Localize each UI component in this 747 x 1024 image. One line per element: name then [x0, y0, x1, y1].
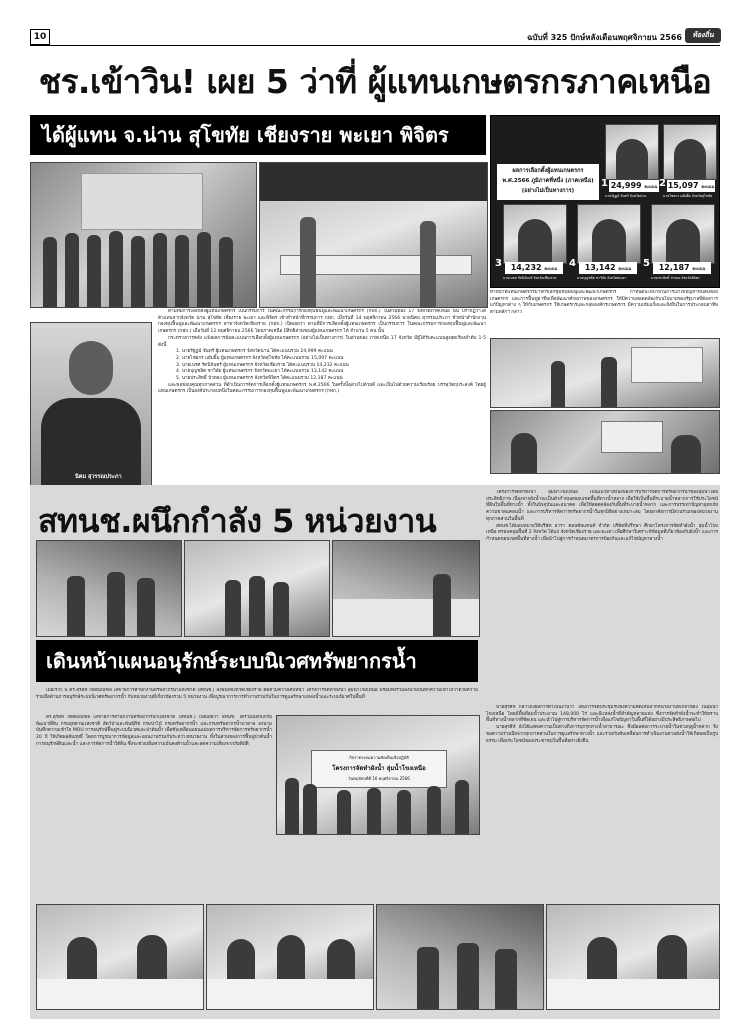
person-figure: [107, 572, 125, 636]
person-figure: [511, 433, 537, 473]
candidate-caption-2: นายไชยกร แย้มยิ้ม จังหวัดสุโขทัย: [663, 194, 713, 198]
story1-body-intro2: กระทรวงการคลัง แจ้งผลการนับคะแนนการเลือกตั้งผู้แทนเกษตรกร (อย่างไม่เป็นทางการ) ในส่วนของ ภาคเหนือ 17 จังหวัด มีผู้ได้รับคะแนนสูงสุดเรียงลำดับ 1-5 ดังนี้: [158, 335, 486, 348]
votes-value: 14,232: [510, 263, 542, 272]
votes-value: 13,142: [584, 263, 616, 272]
person-figure: [153, 233, 167, 307]
page-number: 10: [30, 29, 50, 45]
results-title-line2: พ.ศ.2566 ภูมิภาคที่หนึ่ง (ภาคเหนือ): [502, 178, 594, 184]
banner-line1: ภิปรายระดมความคิดเห็นเชิงปฏิบัติ: [349, 755, 409, 760]
logo-text: ท้องถิ่น: [692, 31, 714, 39]
story2-right-p4: นายสุรสีห์ ยังได้แสดงความเป็นห่วงถึงการบุกรุกทางน้ำสาธารณะ ซึ่งมีผลต่อการระบายน้ำในช่วงฤดูน้ำหลาก จึงขอความร่วมมือจากทุกภาคส่วนในการดูแลรักษาทางน้ำ และร่วมกันขับเคลื่อนการดำเนินงานตามผังน้ำให้เกิดผลเป็นรูปธรรม เพื่อประโยชน์ของประชาชนในพื้นที่อย่างยั่งยืน: [486, 725, 718, 744]
list-item: 3. นายเนรศ รัตนิจันทร์ ผู้แทนเกษตรกร จังหวัดเชียงราย ได้คะแนนรวม 14,232 คะแนน: [176, 362, 349, 368]
photo-vote-counting: [490, 338, 720, 408]
story2-right-column-2: [486, 705, 718, 900]
candidate-rank-2: 2: [659, 178, 666, 189]
person-figure: [67, 937, 97, 979]
story2-body-p2: ดร.สุรสีห์ กิตติมณฑล เลขาธิการสำนักงานทรัพยากรน้ำแห่งชาติ (สทนช.) เปิดเผยว่า สทนช. ได้ร่วมมือกับกรมพัฒนาที่ดิน กรมอุทยานแห่งชาติ สัตว์ป่าและพันธุ์พืช กรมป่าไม้ กรมทรัพยากรน้ำ และกรมทรัพยากรน้ำบาดาล ลงนามบันทึกความเข้าใจ MOU การอนุรักษ์ฟื้นฟูระบบนิเวศและป่าต้นน้ำ เพื่อขับเคลื่อนแผนแม่บทการบริหารจัดการทรัพยากรน้ำ 20 ปี ให้เกิดผลสัมฤทธิ์ โดยการบูรณาการข้อมูลและแผนงานร่วมกันระหว่างหน่วยงาน ทั้งในส่วนของการฟื้นฟูป่าต้นน้ำ การอนุรักษ์ดินและน้ำ และการจัดการน้ำใต้ดิน ซึ่งจะช่วยเพิ่มความมั่นคงด้านน้ำและลดความเสี่ยงจากภัยพิบัติ: [36, 715, 272, 747]
person-figure: [551, 361, 565, 407]
person-figure: [457, 943, 479, 1009]
person-figure: [67, 576, 85, 636]
person-figure: [175, 235, 189, 307]
person-figure: [587, 937, 617, 979]
votes-unit: คะแนน: [701, 184, 715, 189]
list-item: 1. นายรัฐฏม์ จันทร์ ผู้แทนเกษตรกร จังหวัดน่าน ได้คะแนนรวม 24,999 คะแนน: [176, 349, 333, 355]
candidate-card-4: [577, 204, 641, 264]
votes-value: 15,097: [667, 181, 699, 190]
candidate-rank-3: 3: [495, 258, 502, 269]
person-figure: [137, 578, 155, 636]
candidate-portrait: [616, 139, 648, 179]
issue-text: ฉบับที่ 325 ปักษ์หลังเดือนพฤศจิกายน 2566: [526, 33, 682, 42]
photo-meeting-3: [546, 904, 720, 1010]
candidate-votes-4: [579, 262, 637, 274]
photo-field-visit-2: [184, 540, 330, 637]
building: [81, 173, 203, 230]
candidate-rank-1: 1: [601, 178, 608, 189]
story1-body-intro: ตามที่มีการเลือกตั้งผู้แทนเกษตรกร เป็นกรรมการ ในคณะกรรมการกองทุนฟื้นฟูและพัฒนาเกษตรกร (กฟก.) ในส่วนของ 17 จังหวัดภาคเหนือ นั้น ปรากฏว่าได้ตัวแทนจากจังหวัด น่าน สุโขทัย เชียงราย พะเยา และพิจิตร เข้าทำหน้าที่กรรมการ กฟก. เมื่อวันที่ 14 พฤศจิกายน 2566 นายนิคม สุวรรณประภา หัวหน้าสำนักงานกองทุนฟื้นฟูและพัฒนาเกษตรกร สาขาจังหวัดเชียงราย (กฟก.) เปิดเผยว่า ตามที่มีการเลือกตั้งผู้แทนเกษตรกร เป็นกรรมการ ในคณะกรรมการกองทุนฟื้นฟูและพัฒนาเกษตรกร (กฟก.) เมื่อวันที่ 12 พฤศจิกายน 2566 โดยภาคเหนือ มีสิทธิส่วนของผู้แทนเกษตรกร ได้ จำนวน 5 คน นั้น: [158, 309, 486, 335]
person-figure: [657, 935, 687, 979]
candidate-card-2: [663, 124, 717, 180]
counting-board: [631, 347, 703, 383]
person-figure: [273, 582, 289, 636]
story2-right-column: [486, 490, 718, 700]
person-figure: [601, 357, 617, 407]
person-figure: [225, 580, 241, 636]
candidate-portrait: [666, 219, 700, 263]
photo-meeting-1: [36, 904, 204, 1010]
story1-right-caption: ทำหน้าที่แทนเกษตรกรมาจักรเอกชุมชนพื้นฟูและพัฒนาเกษตรกร กำหนดนโยบายในการแก้ไขปัญหาหนี้สินของเกษตรกร และการฟื้นฟูอาชีพเพื่อพัฒนาศักยภาพของเกษตรกร ให้มีความสอดคล้องกับนโยบายของรัฐบาลที่ต้องการแก้ปัญหาต่าง ๆ ให้กับเกษตรกร ให้เกษตรกรและกลุ่มองค์กรเกษตรกร มีความเข้มแข็งและยั่งยืนในการประกอบอาชีพตามหลักฯ กล่าว: [490, 290, 718, 316]
story1-list: [158, 349, 486, 383]
person-figure: [227, 939, 255, 979]
list-item: 2. นายไชยกร แย้มยิ้ม ผู้แทนเกษตรกร จังหวัดสุโขทัย ได้คะแนนรวม 15,097 คะแนน: [176, 355, 344, 361]
candidate-caption-5: นายประสิทธิ์ บัวทอง จังหวัดพิจิตร: [651, 276, 700, 280]
person-figure: [417, 947, 439, 1009]
votes-value: 12,187: [658, 263, 690, 272]
meeting-table: [207, 979, 373, 1009]
photo-site-visit: [376, 904, 544, 1010]
candidate-rank-4: 4: [569, 258, 576, 269]
list-item: 5. นายประสิทธิ์ บัวทอง ผู้แทนเกษตรกร จังหวัดพิจิตร ได้คะแนนรวม 12,187 คะแนน: [176, 376, 343, 382]
person-figure: [433, 574, 451, 636]
banner-line3: วันพฤหัสบดีที่ 16 พฤศจิกายน 2566: [348, 776, 410, 781]
person-figure: [285, 778, 299, 834]
person-figure: [303, 784, 317, 834]
photo-group-banner: [276, 715, 480, 835]
story2-body-top: [36, 688, 478, 712]
person-figure: [131, 236, 145, 307]
story2-right-p3: นายสุรสีห์ กล่าวถึงผลการดำเนินงานว่า ได้มีการจัดประชุมรับฟังความคิดเห็นจากหน่วยงานที่เกี่ยวข้อง ในลุ่มน้ำโขงเหนือ โดยมีพื้นที่ลุ่มน้ำประมาณ 148,000 ไร่ และมีแหล่งน้ำที่สำคัญหลายแห่ง ซึ่งการจัดทำผังน้ำจะทำให้ทราบพื้นที่ทางน้ำหลากที่ชัดเจน และนำไปสู่การบริหารจัดการน้ำเพื่อแก้ไขปัญหาในพื้นที่ได้อย่างมีประสิทธิภาพต่อไป: [486, 705, 718, 724]
candidate-votes-2: [667, 180, 715, 192]
story1-body: [158, 309, 486, 487]
logo: [685, 28, 721, 43]
votes-unit: คะแนน: [692, 266, 706, 271]
story2-right-p1: โครงการจัดทำผังน้ำ ลุ่มน้ำโขงเหนือ เป็นแนวทางหนึ่งของการบริหารจัดการทรัพยากรน้ำของลุ่มน้ำโดยประสิทธิภาพ เนื่องจากผังน้ำจะเป็นตัวกำหนดขอบเขตพื้นที่ทางน้ำหลาก เพื่อใช้เป็นพื้นที่ระบายน้ำหลากการใช้ประโยชน์ที่ดินในพื้นที่ทางน้ำ ทั้งในปัจจุบันและอนาคต เพื่อให้สอดคล้องกับพื้นที่ระบายน้ำหลาก และการบรรเทาปัญหาอุทกภัย ความขาดแคลนน้ำ และการบริหารจัดการทรัพยากรน้ำในทุกมิติอย่างเหมาะสม โดยอาศัยการมีส่วนร่วมของหน่วยงานทุกภาคส่วนในพื้นที่: [486, 490, 718, 522]
story1-subheadline-bar: [30, 115, 486, 155]
person-figure: [367, 788, 381, 834]
person-figure: [197, 232, 211, 307]
candidate-caption-4: นายบุญชลิต ชาวิลัย จังหวัดพะเยา: [577, 276, 627, 280]
person-figure: [277, 935, 305, 979]
results-title-box: [497, 164, 599, 200]
results-title-line1: ผลการเลือกตั้งผู้แทนเกษตรกร: [512, 168, 584, 174]
results-title-line3: (อย่างไม่เป็นทางการ): [521, 188, 575, 194]
photo-portrait: [30, 322, 152, 487]
portrait-head: [69, 341, 113, 395]
candidate-portrait: [518, 219, 552, 263]
person-figure: [249, 576, 265, 636]
photo-field-visit-1: [36, 540, 182, 637]
person-figure: [495, 949, 517, 1009]
meeting-table: [547, 979, 719, 1009]
person-figure: [420, 221, 436, 307]
candidate-portrait: [674, 139, 706, 179]
story2-subheadline: เดินหน้าแผนอนุรักษ์ระบบนิเวศทรัพยากรน้ำ: [46, 649, 417, 673]
candidate-caption-1: นายรัฐฏม์ จันทร์ จังหวัดน่าน: [605, 194, 647, 198]
person-figure: [137, 935, 167, 979]
person-figure: [109, 231, 123, 307]
photo-ballot-count: [490, 410, 720, 474]
election-results-box: [490, 115, 720, 288]
banner: [311, 750, 447, 788]
meeting-table: [37, 979, 203, 1009]
list-item: 4. นายบุญชลิต ชาวิลัย ผู้แทนเกษตรกร จังหวัดพะเยา ได้คะแนนรวม 13,142 คะแนน: [176, 369, 344, 375]
photo-officials-group: [30, 162, 257, 308]
page-header: [30, 28, 720, 46]
person-figure: [671, 435, 701, 473]
candidate-card-1: [605, 124, 659, 180]
person-figure: [337, 790, 351, 834]
river: [333, 599, 479, 636]
candidate-votes-5: [653, 262, 711, 274]
votes-unit: คะแนน: [644, 184, 658, 189]
person-figure: [300, 217, 316, 307]
candidate-portrait: [592, 219, 626, 263]
story1-subheadline: ได้ผู้แทน จ.น่าน สุโขทัย เชียงราย พะเยา พิจิตร: [42, 123, 449, 147]
story2-right-p2: สทนช.ได้มอบหมายให้บริษัท ธารา คอนซัลแทนท์ จำกัด บริษัทที่ปรึกษา ศึกษาโครงการจัดทำผังน้ำ ลุ่มน้ำโขงเหนือ ครอบคลุมพื้นที่ 2 จังหวัด ได้แก่ จังหวัดเชียงราย และพะเยา เพื่อศึกษาวิเคราะห์ข้อมูลที่เกี่ยวข้องกับผังน้ำ และการกำหนดขอบเขตพื้นที่ทางน้ำ เพื่อนำไปสู่การกำหนดมาตรการป้องกันและแก้ไขปัญหาทางน้ำ: [486, 523, 718, 542]
candidate-caption-3: นายเนรศ รัตนิจันทร์ จังหวัดเชียงราย: [503, 276, 557, 280]
tent: [260, 163, 487, 201]
story2-subheadline-bar: [36, 640, 478, 682]
portrait-caption: นิคม สุวรรณประภา: [75, 474, 122, 480]
banner-line2: โครงการจัดทำผังน้ำ ลุ่มน้ำโขงเหนือ: [332, 765, 426, 772]
candidate-votes-1: [609, 180, 659, 192]
story1-headline: ชร.เข้าวิน! เผย 5 ว่าที่ ผู้แทนเกษตรกรภาคเหนือ: [38, 62, 712, 101]
person-figure: [87, 235, 101, 307]
person-figure: [65, 233, 79, 307]
votes-unit: คะแนน: [544, 266, 558, 271]
person-figure: [427, 786, 441, 834]
story2-body-p1: เมื่อเร็วๆ นี้ ดร.สุรสีห์ กิตติมณฑล เลขาธิการสำนักงานทรัพยากรน้ำแห่งชาติ (สทนช.) ลงพื้นที่จังหวัดเชียงราย ติดตามความคืบหน้า โครงการจัดทำผังน้ำ ลุ่มน้ำโขงเหนือ พร้อมทั้งร่วมลงนามบันทึกความเข้าใจว่าด้วยความร่วมมือด้านการอนุรักษ์ระบบนิเวศทรัพยากรน้ำ กับหน่วยงานที่เกี่ยวข้องรวม 5 หน่วยงาน เพื่อบูรณาการการทำงานร่วมกันในการดูแลรักษาแหล่งน้ำและระบบนิเวศในพื้นที่: [36, 688, 478, 700]
candidate-card-5: [651, 204, 715, 264]
photo-field-visit-3: [332, 540, 480, 637]
candidate-votes-3: [505, 262, 563, 274]
votes-value: 24,999: [610, 181, 642, 190]
person-figure: [219, 237, 233, 307]
votes-unit: คะแนน: [618, 266, 632, 271]
person-figure: [327, 939, 355, 979]
person-figure: [43, 237, 57, 307]
person-figure: [455, 780, 469, 834]
person-figure: [397, 790, 411, 834]
count-board: [601, 421, 663, 453]
candidate-card-3: [503, 204, 567, 264]
candidate-rank-5: 5: [643, 258, 650, 269]
header-rule: [30, 45, 720, 46]
story1-body-outro: และขอขอบคุณทุกภาคส่วน ที่ดำเนินการจัดการเลือกตั้งผู้แทนเกษตรกร พ.ศ.2566 ในครั้งนี้ลุล่วงไปด้วยดี และเป็นไปด้วยความเรียบร้อย บรรลุวัตถุประสงค์ โดยผู้แทนเกษตรกร เป็นองค์ประกอบหนึ่งในคณะกรรมการกองทุนฟื้นฟูและพัฒนาเกษตรกร (กฟก.): [158, 382, 486, 395]
story2-body-left: [36, 715, 272, 905]
photo-voting-station: [259, 162, 488, 308]
photo-meeting-2: [206, 904, 374, 1010]
story2-headline: สทนช.ผนึกกำลัง 5 หน่วยงาน: [38, 502, 437, 540]
